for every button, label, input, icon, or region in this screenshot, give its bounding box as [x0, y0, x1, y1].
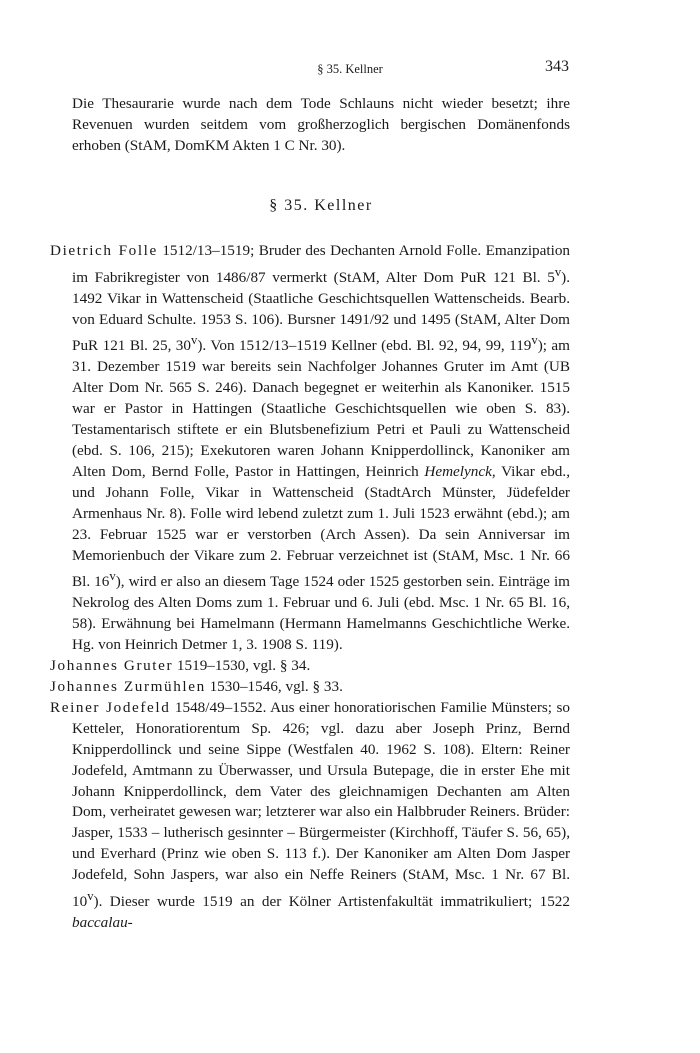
intro-paragraph: Die Thesaurarie wurde nach dem Tode Schlauns nicht wieder besetzt; ihre Revenuen wurden seitdem vom großherzoglich bergischen Domänenfonds erhoben (StAM, DomKM Akten 1 C Nr. 30).	[72, 95, 570, 154]
entry-text: ). Dieser wurde 1519 an der Kölner Artistenfakultät immatrikuliert; 1522	[93, 893, 570, 911]
entry-text: ). 1492 Vikar in Wattenscheid (Staatliche Geschichtsquellen Wattenscheids. Bearb. von Eduard Schulte. 1953 S. 106). Bursner 1491/92 und 1495 (StAM, Alter Dom PuR 121 Bl. 25, 30	[72, 268, 570, 355]
entry-name: Johannes Zurmühlen	[50, 678, 206, 696]
italic-word: baccalau-	[72, 914, 133, 932]
page-number: 343	[545, 58, 569, 75]
entry-johannes-gruter	[50, 656, 570, 677]
superscript: v	[109, 569, 116, 584]
entry-text: 1548/49–1552. Aus einer honoratiorischen Familie Münsters; so Ketteler, Honoratiorentum Sp. 426; vgl. dazu aber Joseph Prinz, Bernd Knipperdollinck und seine Sippe (Westfalen 40. 1962 S. 108). Eltern: Reiner Jodefeld, Amtmann zu Überwasser, und Ursula Butepage, die in erster Ehe mit Johann Knipperdollinck, dem Vater des gleichnamigen Dechanten am Alten Dom, verheiratet gewesen war; letzterer war also ein Halbbruder Reiners. Brüder: Jasper, 1533 – lutherisch gesinnter – Bürgermeister (Kirchhoff, Täufer S. 56, 65), und Everhard (Prinz wie oben S. 113 f.). Der Kanoniker am Alten Dom Jasper Jodefeld, Sohn Jaspers, war also ein Neffe Reiners (StAM, Msc. 1 Nr. 67 Bl. 10	[72, 698, 570, 911]
superscript: v	[191, 333, 198, 348]
entry-text: , Vikar ebd., und Johann Folle, Vikar in Wattenscheid (StadtArch Münster, Jüdefelder Armenhaus Nr. 8). Folle wird lebend zuletzt zum 1. Juli 1523 erwähnt (ebd.); am 23. Februar 1525 war er verstorben (Arch Assen). Da sein Anniversar im Memorienbuch der Vikare zum 2. Februar verzeichnet ist (StAM, Msc. 1 Nr. 66 Bl. 16	[72, 462, 570, 591]
entry-text: 1512/13–1519; Bruder des Dechanten Arnold Folle. Emanzipation im Fabrikregister von 1486/87 vermerkt (StAM, Alter Dom PuR 121 Bl. 5	[72, 241, 571, 286]
entry-johannes-zurmuehlen	[50, 677, 570, 698]
running-head	[0, 58, 700, 80]
entry-name: Dietrich Folle	[50, 241, 158, 259]
entry-text: ); am 31. Dezember 1519 war bereits sein Nachfolger Johannes Gruter im Amt (UB Alter Dom Nr. 565 S. 246). Danach begegnet er weiterhin als Kanoniker. 1515 war er Pastor in Hattingen (Staatliche Geschichtsquellen wie oben S. 83). Testamentarisch stiftete er ein Blutsbenefizium Petri et Pauli zu Wattenscheid (ebd. S. 106, 215); Exekutoren waren Johann Knipperdollinck, Kanoniker am Alten Dom, Bernd Folle, Pastor in Hattingen, Heinrich	[72, 337, 570, 480]
entry-name: Reiner Jodefeld	[50, 698, 171, 716]
entry-reiner-jodefeld	[50, 698, 570, 934]
entry-text: 1530–1546, vgl. § 33.	[205, 678, 343, 696]
entry-dietrich-folle	[50, 241, 570, 656]
entry-name: Johannes Gruter	[50, 657, 174, 675]
page-body	[50, 94, 570, 934]
entry-text: 1519–1530, vgl. § 34.	[173, 657, 311, 675]
entry-text: ), wird er also an diesem Tage 1524 oder 1525 gestorben sein. Einträge im Nekrolog des Alten Doms zum 1. Februar und 6. Juli (ebd. Msc. 1 Nr. 65 Bl. 16, 58). Erwähnung bei Hamelmann (Hermann Hamelmanns Geschichtliche Werke. Hg. von Heinrich Detmer 1, 3. 1908 S. 119).	[72, 573, 570, 654]
superscript: v	[87, 889, 94, 904]
italic-name: Hemelynck	[424, 462, 492, 480]
superscript: v	[554, 264, 562, 279]
entry-text: ). Von 1512/13–1519 Kellner (ebd. Bl. 92, 94, 99, 119	[197, 337, 532, 355]
running-title: § 35. Kellner	[317, 62, 383, 76]
section-heading: § 35. Kellner	[269, 196, 373, 214]
superscript: v	[531, 333, 538, 348]
